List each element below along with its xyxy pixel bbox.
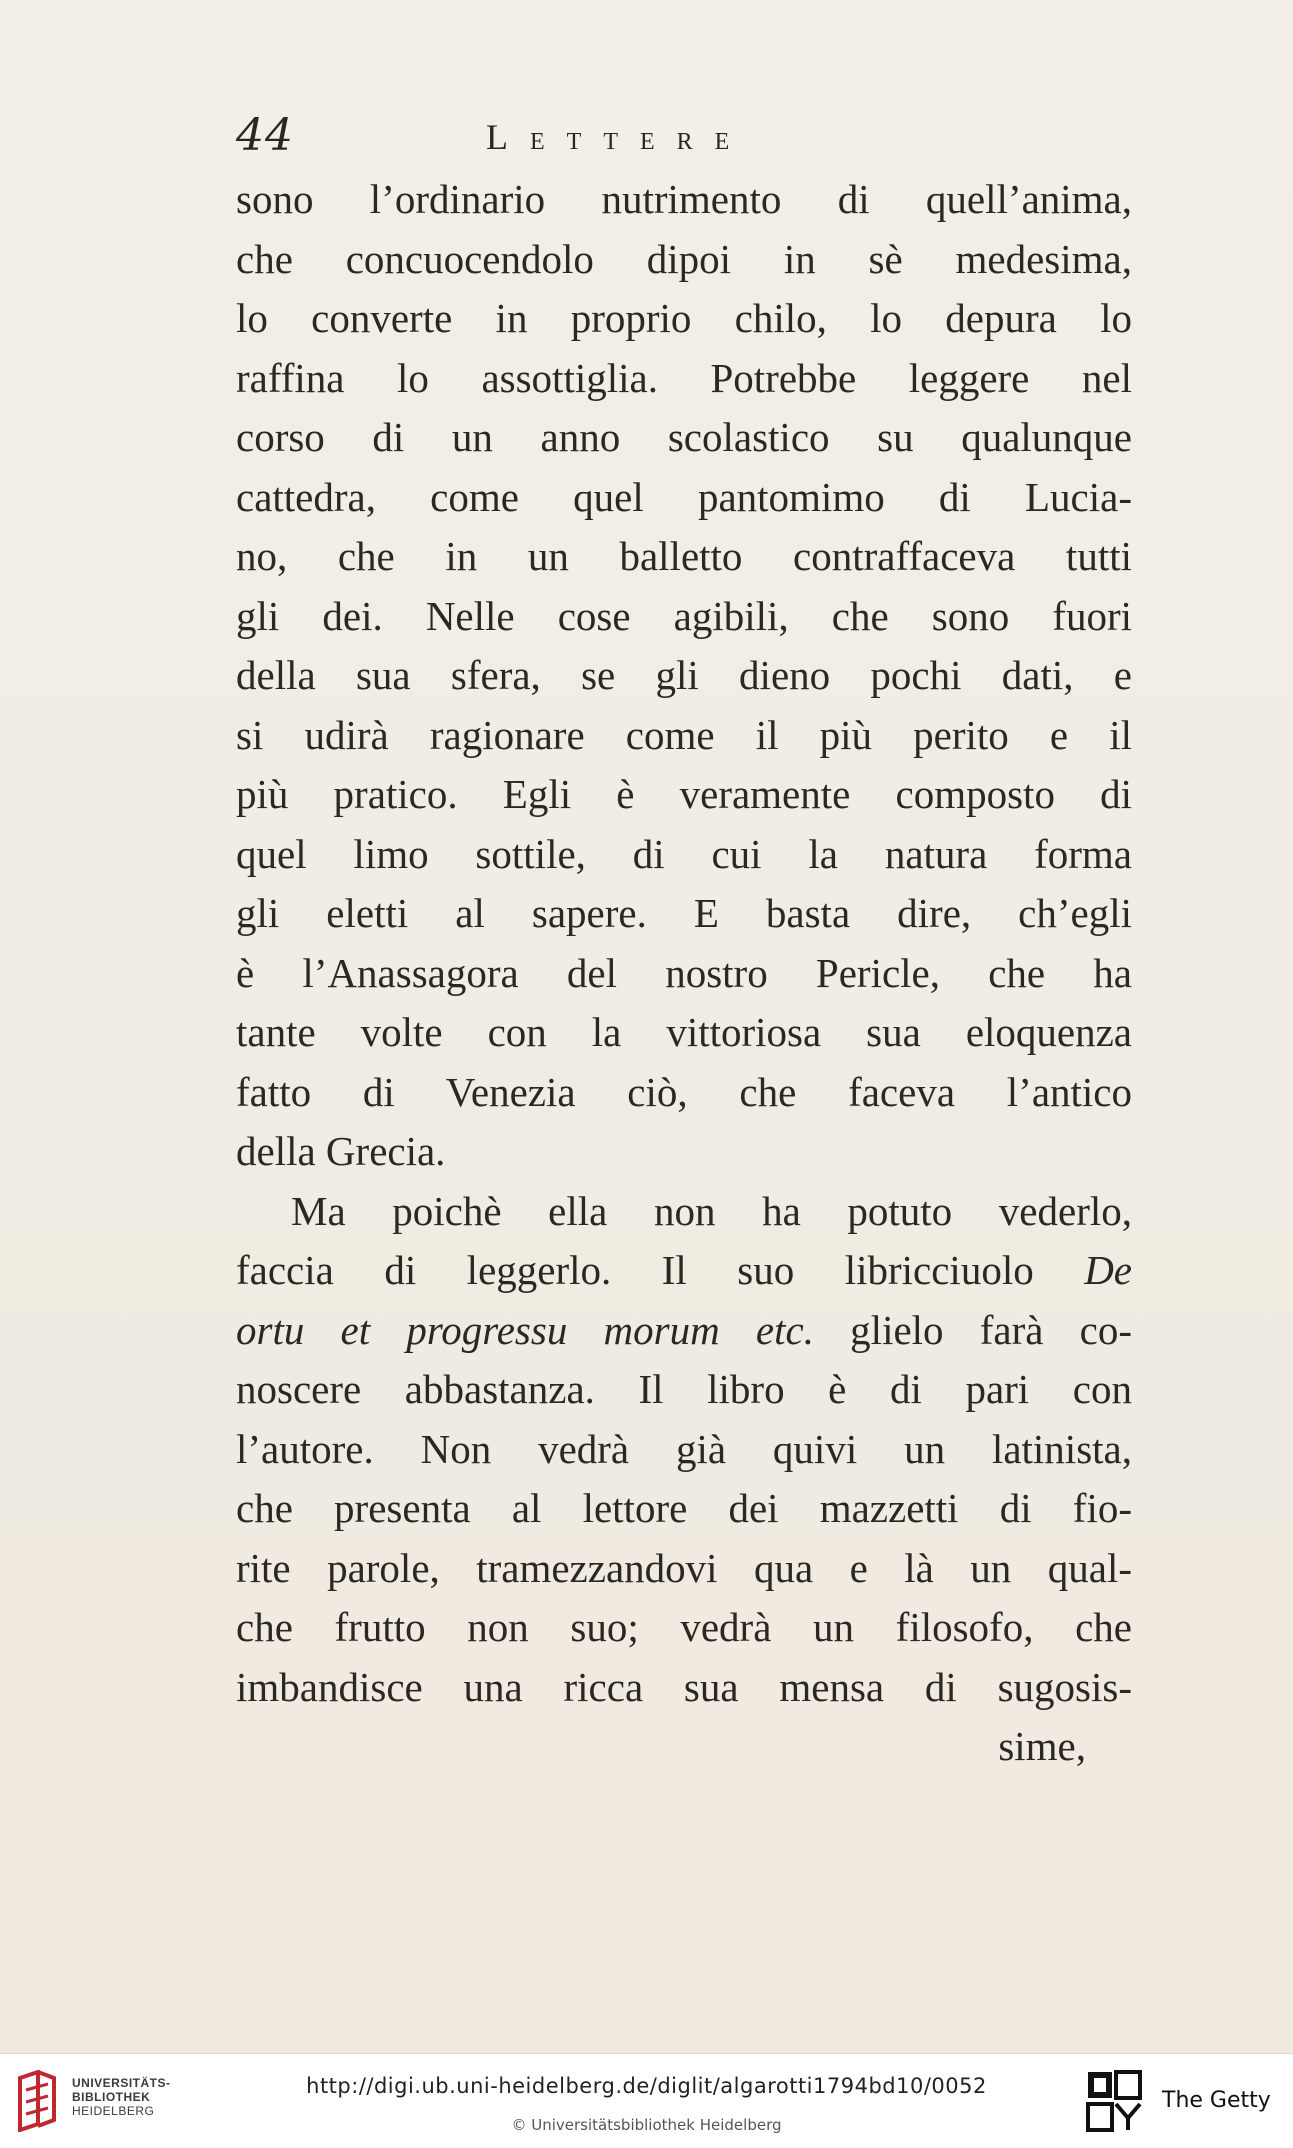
text-line-with-italic: [236, 1241, 1132, 1301]
permalink-url[interactable]: http://digi.ub.uni-heidelberg.de/diglit/algarotti1794bd10/0052: [306, 2074, 987, 2098]
text-line: si udirà ragionare come il più perito e il: [236, 711, 1132, 758]
text-line: è l’Anassagora del nostro Pericle, che ha: [236, 949, 1132, 996]
text-line: sono l’ordinario nutrimento di quell’anima,: [236, 176, 1132, 222]
text-line: della sua sfera, se gli dieno pochi dati, e: [236, 652, 1132, 698]
viewer-footer: [0, 2053, 1293, 2148]
text-line: che concuocendolo dipoi in sè medesima,: [236, 235, 1132, 282]
getty-logo-icon: [1086, 2070, 1142, 2132]
text-line: quel limo sottile, di cui la natura forma: [236, 830, 1132, 877]
running-title: [486, 116, 751, 158]
body-text: [236, 170, 1132, 1777]
running-title-rest: ETTERE: [530, 129, 752, 155]
institution-line: UNIVERSITÄTS-: [72, 2076, 171, 2090]
institution-line: HEIDELBERG: [72, 2104, 155, 2118]
running-title-initial: L: [486, 117, 530, 157]
text-line: l’autore. Non vedrà già quivi un latinista,: [236, 1425, 1132, 1472]
text-line: più pratico. Egli è veramente composto di: [236, 771, 1132, 817]
text-line: tante volte con la vittoriosa sua eloquenza: [236, 1009, 1132, 1055]
text-line-with-italic: [236, 1301, 1132, 1361]
catchword: sime,: [998, 1723, 1086, 1769]
text-line: no, che in un balletto contraffaceva tutti: [236, 533, 1132, 579]
text-line: raffina lo assottiglia. Potrebbe leggere nel: [236, 354, 1132, 401]
italic-title: ortu et progressu morum etc.: [236, 1306, 814, 1353]
text-line: cattedra, come quel pantomimo di Lucia-: [236, 473, 1132, 520]
text-line: che frutto non suo; vedrà un filosofo, che: [236, 1604, 1132, 1650]
partner-name: The Getty: [1162, 2088, 1271, 2113]
text-line: noscere abbastanza. Il libro è di pari con: [236, 1366, 1132, 1412]
page-number: 44: [236, 110, 294, 161]
text-line: fatto di Venezia ciò, che faceva l’antico: [236, 1068, 1132, 1115]
text-line: gli eletti al sapere. E basta dire, ch’egli: [236, 890, 1132, 936]
text-line: rite parole, tramezzandovi qua e là un qual-: [236, 1544, 1132, 1591]
paragraph-start-line: Ma poichè ella non ha potuto vederlo,: [291, 1187, 1132, 1234]
page-header: [236, 110, 1136, 170]
paragraph-end-line: della Grecia.: [236, 1128, 446, 1174]
text-line: corso di un anno scolastico su qualunque: [236, 414, 1132, 460]
text-segment: glielo farà co-: [850, 1306, 1133, 1353]
text-line: gli dei. Nelle cose agibili, che sono fuori: [236, 592, 1132, 639]
text-line: che presenta al lettore dei mazzetti di fio-: [236, 1485, 1132, 1531]
text-line: imbandisce una ricca sua mensa di sugosis-: [236, 1663, 1132, 1710]
copyright-notice: © Universitätsbibliothek Heidelberg: [511, 2116, 782, 2134]
italic-title: De: [1084, 1247, 1133, 1293]
institution-line: BIBLIOTHEK: [72, 2090, 151, 2104]
text-segment: faccia di leggerlo. Il suo libricciuolo: [236, 1247, 1034, 1293]
text-line: lo converte in proprio chilo, lo depura lo: [236, 295, 1132, 341]
